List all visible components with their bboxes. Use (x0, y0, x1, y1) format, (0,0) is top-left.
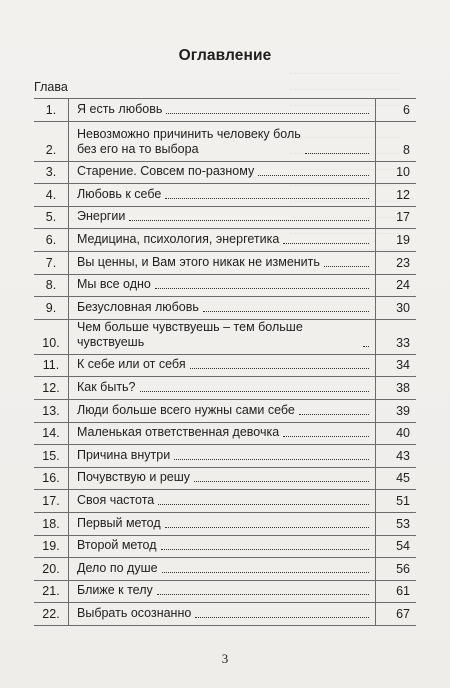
dot-leader (299, 414, 369, 415)
toc-row (34, 99, 416, 122)
dot-leader (283, 436, 369, 437)
toc-row (34, 161, 416, 184)
page-number: 3 (221, 651, 229, 666)
toc-chapter-title: Причина внутри (77, 447, 171, 462)
toc-page-number: 12 (376, 184, 417, 207)
toc-entry (69, 274, 376, 297)
dot-leader (155, 288, 369, 289)
dot-leader (195, 617, 369, 618)
toc-entry (69, 399, 376, 422)
chapter-column-label: Глава (34, 80, 68, 94)
toc-entry (69, 558, 376, 581)
toc-entry (69, 422, 376, 445)
toc-row (34, 319, 416, 354)
toc-chapter-number: 21. (34, 580, 69, 603)
toc-entry (69, 580, 376, 603)
dot-leader (165, 527, 369, 528)
toc-row (34, 121, 416, 161)
toc-row (34, 603, 416, 626)
toc-chapter-number: 3. (34, 161, 69, 184)
toc-page-number: 10 (376, 161, 417, 184)
toc-row (34, 490, 416, 513)
toc-page-number: 56 (376, 558, 417, 581)
toc-chapter-number: 13. (34, 399, 69, 422)
dot-leader (174, 459, 369, 460)
toc-page-number: 30 (376, 297, 417, 320)
dot-leader (305, 153, 369, 154)
toc-chapter-title: Дело по душе (77, 560, 158, 575)
toc-row (34, 251, 416, 274)
dot-leader (158, 504, 369, 505)
toc-row (34, 558, 416, 581)
toc-chapter-title: Я есть любовь (77, 101, 163, 116)
toc-entry (69, 206, 376, 229)
toc-chapter-title: Маленькая ответственная девочка (77, 425, 280, 440)
toc-entry (69, 184, 376, 207)
toc-page-number: 67 (376, 603, 417, 626)
toc-row (34, 184, 416, 207)
dot-leader (129, 220, 369, 221)
toc-row (34, 377, 416, 400)
toc-page-number: 8 (376, 121, 417, 161)
dot-leader (258, 175, 369, 176)
toc-entry (69, 121, 376, 161)
dot-leader (140, 391, 369, 392)
toc-chapter-number: 19. (34, 535, 69, 558)
dot-leader (165, 198, 369, 199)
toc-chapter-number: 2. (34, 121, 69, 161)
toc-entry (69, 535, 376, 558)
toc-row (34, 206, 416, 229)
toc-chapter-title: Люди больше всего нужны сами себе (77, 402, 295, 417)
dot-leader (203, 311, 369, 312)
dot-leader (283, 243, 369, 244)
toc-chapter-title: Безусловная любовь (77, 299, 199, 314)
toc-chapter-number: 6. (34, 229, 69, 252)
toc-chapter-number: 18. (34, 512, 69, 535)
toc-chapter-number: 1. (34, 99, 69, 122)
toc-row (34, 512, 416, 535)
toc-chapter-number: 4. (34, 184, 69, 207)
toc-chapter-number: 5. (34, 206, 69, 229)
toc-entry (69, 161, 376, 184)
dot-leader (166, 113, 369, 114)
toc-chapter-number: 20. (34, 558, 69, 581)
toc-chapter-number: 14. (34, 422, 69, 445)
toc-chapter-number: 11. (34, 354, 69, 377)
toc-chapter-number: 22. (34, 603, 69, 626)
table-of-contents (34, 98, 416, 626)
toc-page-number: 6 (376, 99, 417, 122)
toc-chapter-title: Первый метод (77, 515, 161, 530)
toc-page-number: 38 (376, 377, 417, 400)
toc-chapter-number: 8. (34, 274, 69, 297)
toc-chapter-number: 12. (34, 377, 69, 400)
toc-page-number: 33 (376, 319, 417, 354)
toc-chapter-title: Чем больше чувствуешь – тем больше чувствуешь (77, 319, 303, 349)
toc-page-number: 51 (376, 490, 417, 513)
toc-chapter-number: 7. (34, 251, 69, 274)
toc-chapter-title: Энергии (77, 209, 126, 224)
toc-chapter-title: Выбрать осознанно (77, 605, 192, 620)
toc-chapter-title: Медицина, психология, энергетика (77, 231, 280, 246)
toc-chapter-title: Второй метод (77, 538, 157, 553)
toc-chapter-title: Почувствую и решу (77, 470, 191, 485)
dot-leader (324, 266, 369, 267)
toc-entry (69, 467, 376, 490)
toc-chapter-title: Своя частота (77, 492, 155, 507)
toc-entry (69, 490, 376, 513)
toc-entry (69, 512, 376, 535)
toc-page-number: 17 (376, 206, 417, 229)
toc-page-number: 23 (376, 251, 417, 274)
toc-entry (69, 377, 376, 400)
toc-page-number: 19 (376, 229, 417, 252)
toc-page-number: 53 (376, 512, 417, 535)
toc-chapter-title: К себе или от себя (77, 357, 186, 372)
toc-entry (69, 99, 376, 122)
toc-page-number: 34 (376, 354, 417, 377)
toc-page-number: 24 (376, 274, 417, 297)
toc-row (34, 467, 416, 490)
toc-chapter-title: Мы все одно (77, 277, 151, 292)
toc-row (34, 535, 416, 558)
dot-leader (363, 346, 369, 347)
toc-row (34, 445, 416, 468)
toc-chapter-title: Ближе к телу (77, 583, 153, 598)
toc-chapter-number: 10. (34, 319, 69, 354)
toc-row (34, 229, 416, 252)
page-title: Оглавление (178, 47, 272, 64)
toc-page-number: 39 (376, 399, 417, 422)
dot-leader (190, 368, 369, 369)
toc-chapter-number: 9. (34, 297, 69, 320)
toc-entry (69, 603, 376, 626)
toc-page-number: 40 (376, 422, 417, 445)
toc-page-number: 54 (376, 535, 417, 558)
dot-leader (194, 481, 369, 482)
toc-row (34, 354, 416, 377)
toc-chapter-title: Как быть? (77, 379, 136, 394)
toc-chapter-title: Невозможно причинить человеку боль без его на то выбора (77, 126, 301, 156)
toc-chapter-number: 17. (34, 490, 69, 513)
toc-chapter-title: Старение. Совсем по-разному (77, 164, 255, 179)
toc-page-number: 61 (376, 580, 417, 603)
toc-entry (69, 251, 376, 274)
toc-row (34, 274, 416, 297)
toc-row (34, 399, 416, 422)
dot-leader (157, 594, 369, 595)
toc-page-number: 43 (376, 445, 417, 468)
toc-entry (69, 354, 376, 377)
toc-chapter-title: Вы ценны, и Вам этого никак не изменить (77, 254, 320, 269)
toc-chapter-title: Любовь к себе (77, 186, 162, 201)
toc-entry (69, 445, 376, 468)
toc-row (34, 422, 416, 445)
toc-row (34, 580, 416, 603)
toc-chapter-number: 15. (34, 445, 69, 468)
dot-leader (162, 572, 369, 573)
dot-leader (161, 549, 369, 550)
toc-row (34, 297, 416, 320)
toc-entry (69, 229, 376, 252)
toc-entry (69, 297, 376, 320)
toc-entry (69, 319, 376, 354)
toc-chapter-number: 16. (34, 467, 69, 490)
toc-page-number: 45 (376, 467, 417, 490)
